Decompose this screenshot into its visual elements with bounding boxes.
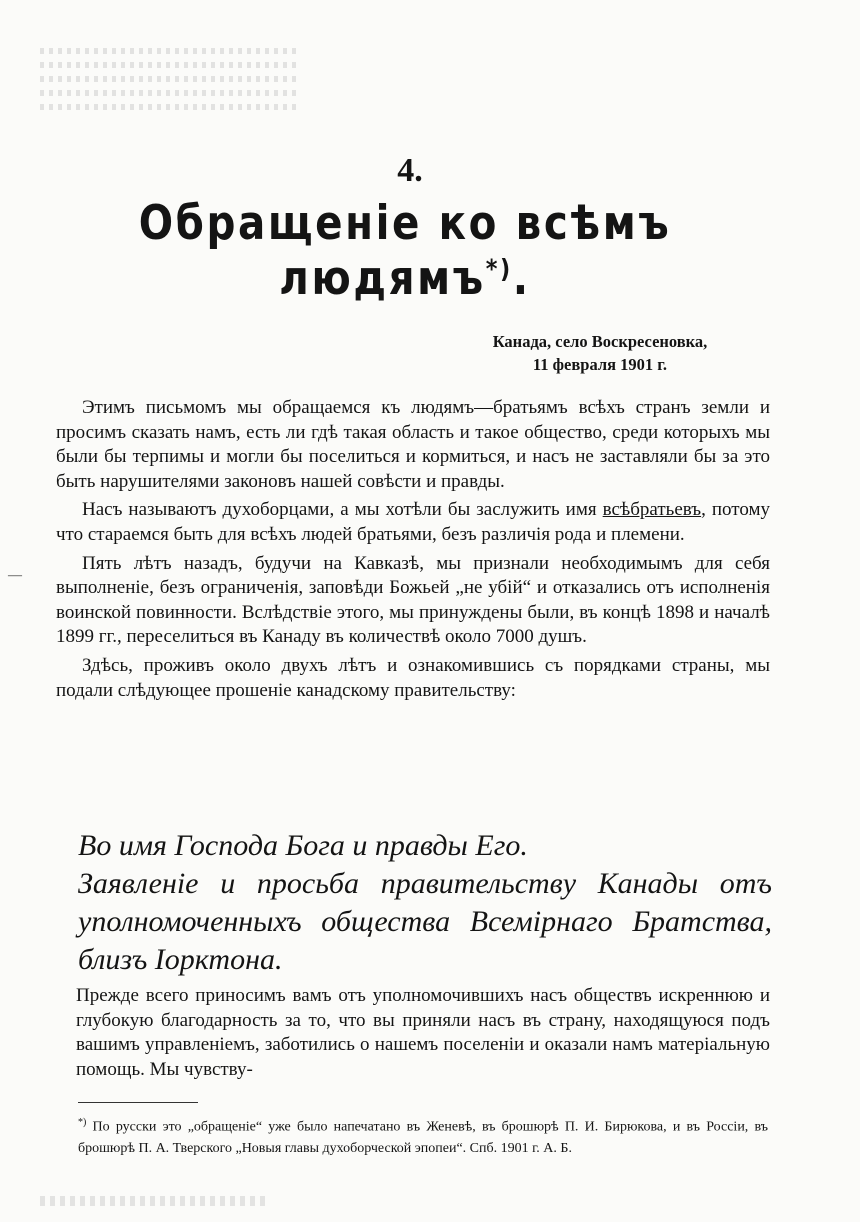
- margin-mark: —: [8, 568, 22, 583]
- paragraph-2-start: Насъ называютъ духоборцами, а мы хотѣли бы заслужить имя: [82, 499, 597, 521]
- title-period: .: [512, 251, 531, 306]
- date-line: 11 февраля 1901 г.: [532, 355, 668, 374]
- footnote: [78, 1112, 768, 1159]
- place-line: Канада, село Воскресеновка,: [492, 332, 708, 351]
- petition-heading: [78, 827, 772, 979]
- paragraph-3: Пять лѣтъ назадъ, будучи на Кавказѣ, мы признали необходимымъ для себя выполненіе, безъ ограниченія, заповѣди Божьей „не убій“ и отказались отъ исполненія воинской повинности. Вслѣдствіе этого, мы принуждены были, въ концѣ 1898 и началѣ 1899 гг., переселиться въ Канаду въ количествѣ около 7000 душъ.: [56, 552, 770, 648]
- footnote-mark: *): [78, 1117, 87, 1128]
- underlined-word: всѣбратьевъ: [602, 499, 702, 521]
- section-number: 4.: [397, 152, 423, 189]
- main-text: [56, 396, 770, 703]
- title-text: Обращеніе ко всѣмъ людямъ: [138, 196, 672, 306]
- place-date: [440, 330, 760, 376]
- paragraph-2-end: , потому что стараемся быть для всѣхъ людей братьями, безъ различія рода и племени.: [56, 499, 770, 545]
- petition-invocation: Во имя Господа Бога и правды Его.: [78, 829, 528, 862]
- footnote-text: По русски это „обращеніе“ уже было напечатано въ Женевѣ, въ брошюрѣ П. И. Бирюкова, и въ Россіи, въ брошюрѣ П. А. Тверского „Новыя главы духоборческой эпопеи“. Спб. 1901 г. А. Б.: [78, 1119, 768, 1156]
- bleed-through-bottom: [40, 1196, 270, 1206]
- page-title: [57, 196, 754, 306]
- paragraph-1: Этимъ письмомъ мы обращаемся къ людямъ—братьямъ всѣхъ странъ земли и просимъ сказать намъ, есть ли гдѣ такая область и такое общество, среди которыхъ мы были бы терпимы и могли бы поселиться и кормиться, и насъ не заставляли бы за это быть нарушителями законовъ нашей совѣсти и правды.: [56, 397, 770, 492]
- paragraph-4: Здѣсь, проживъ около двухъ лѣтъ и ознакомившись съ порядками страны, мы подали слѣдующее прошеніе канадскому правительству:: [56, 654, 770, 701]
- bleed-through-text: [40, 40, 300, 150]
- footnote-divider: [78, 1102, 198, 1103]
- paragraph-5: Прежде всего приносимъ вамъ отъ уполномочившихъ насъ обществъ искреннюю и глубокую благодарность за то, что вы приняли насъ въ страну, находящуюся подъ вашимъ управленіемъ, заботились о нашемъ поселеніи и оказали намъ матеріальную помощь. Мы чувству-: [76, 985, 770, 1080]
- title-footnote-mark: *): [485, 254, 513, 285]
- petition-title: Заявленіе и просьба правительству Канады отъ уполномоченныхъ общества Всемірнаго Братства, близъ Іорктона.: [78, 867, 772, 976]
- paragraph-2: [56, 498, 770, 547]
- petition-text: [76, 984, 770, 1082]
